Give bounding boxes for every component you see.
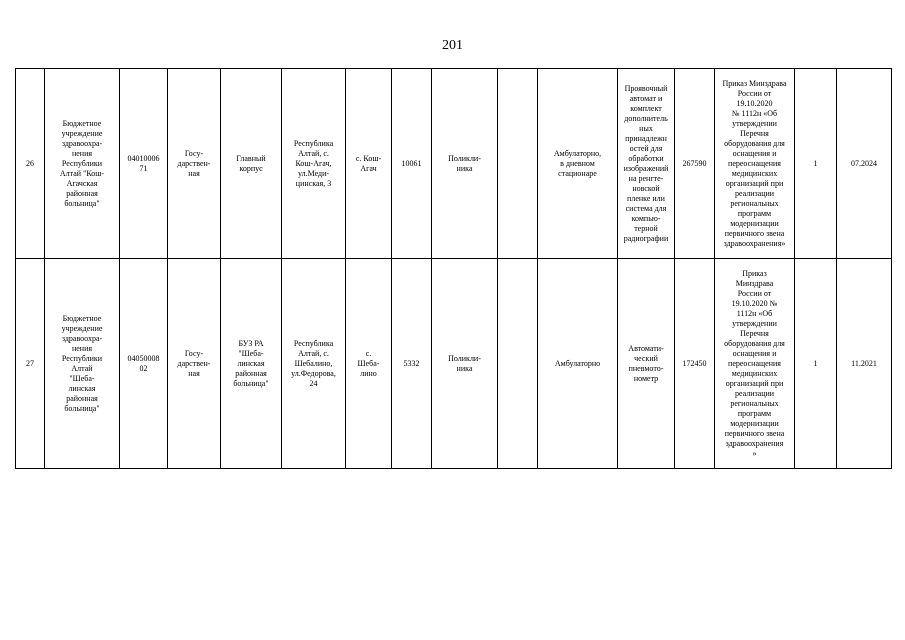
care-form-cell: Амбулаторно, в дневном стационаре [538, 69, 618, 259]
locality-cell: с. Шеба- лино [346, 259, 392, 469]
order-cell: Приказ Минздрава России от 19.10.2020 № 1112н «Об утверждении Перечня оборудования для оснащения и переоснащения медицинских организаций при реализации региональных программ модернизации первичного звена здравоохранения » [715, 259, 795, 469]
table-row [16, 259, 892, 469]
order-cell: Приказ Минздрава России от 19.10.2020 № 1112н «Об утверждении Перечня оборудования для оснащения и переоснащения медицинских организаций при реализации региональных программ модернизации первичного звена здравоохранения» [715, 69, 795, 259]
row-number-cell: 26 [16, 69, 45, 259]
cost-cell: 267590 [675, 69, 715, 259]
equipment-registry-table [15, 68, 892, 469]
org-code-cell: 04050008 02 [120, 259, 168, 469]
address-cell: Республика Алтай, с. Кош-Агач, ул.Меди- цинская, 3 [282, 69, 346, 259]
org-code-cell: 04010006 71 [120, 69, 168, 259]
quantity-cell: 1 [795, 69, 837, 259]
equipment-cell: Автомати- ческий пневмото- нометр [618, 259, 675, 469]
locality-cell: с. Кош- Агач [346, 69, 392, 259]
empty-cell [498, 69, 538, 259]
building-cell: БУЗ РА "Шеба- линская районная больница" [221, 259, 282, 469]
page-number: 201 [442, 38, 463, 53]
date-cell: 11.2021 [837, 259, 892, 469]
organization-cell: Бюджетное учреждение здравоохра- нения Республики Алтай "Шеба- линская районная больница" [45, 259, 120, 469]
building-cell: Главный корпус [221, 69, 282, 259]
facility-type-cell: Поликли- ника [432, 259, 498, 469]
facility-type-cell: Поликли- ника [432, 69, 498, 259]
ownership-cell: Госу- дарствен- ная [168, 259, 221, 469]
equipment-cell: Проявочный автомат и комплект дополнитель ных принадлежн остей для обработки изображений на ренгте- новской пленке или система для компью- терной радиографии [618, 69, 675, 259]
address-cell: Республика Алтай, с. Шебалино, ул.Федорова, 24 [282, 259, 346, 469]
organization-cell: Бюджетное учреждение здравоохра- нения Республики Алтай "Кош- Агачская районная больница" [45, 69, 120, 259]
empty-cell [498, 259, 538, 469]
row-number-cell: 27 [16, 259, 45, 469]
population-cell: 5332 [392, 259, 432, 469]
quantity-cell: 1 [795, 259, 837, 469]
care-form-cell: Амбулаторно [538, 259, 618, 469]
cost-cell: 172450 [675, 259, 715, 469]
ownership-cell: Госу- дарствен- ная [168, 69, 221, 259]
table-row [16, 69, 892, 259]
population-cell: 10061 [392, 69, 432, 259]
date-cell: 07.2024 [837, 69, 892, 259]
